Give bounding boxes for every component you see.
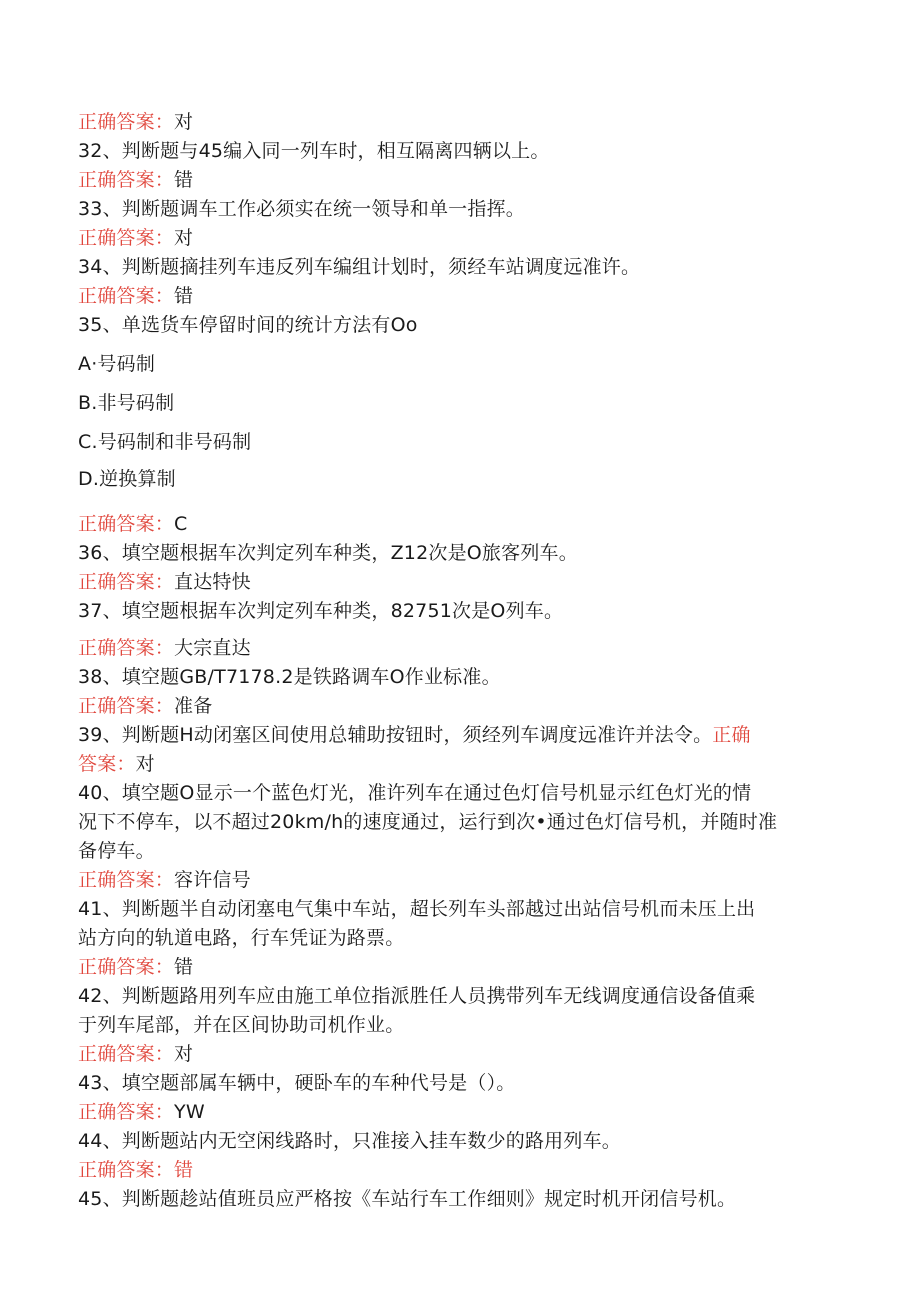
question-42-line1: 42、判断题路用列车应由施工单位指派胜任人员携带列车无线调度通信设备值乘 <box>78 985 756 1007</box>
answer-value: C <box>174 513 188 535</box>
question-34: 34、判断题摘挂列车违反列车编组计划时，须经车站调度远准许。 <box>78 256 641 278</box>
answer-36 <box>78 568 838 597</box>
answer-value: 大宗直达 <box>174 637 251 659</box>
answer-42 <box>78 1040 838 1069</box>
question-35: 35、单选货车停留时间的统计方法有Oo <box>78 314 418 336</box>
option-c: C.号码制和非号码制 <box>78 431 252 453</box>
answer-34 <box>78 282 838 311</box>
question-44: 44、判断题站内无空闲线路时，只准接入挂车数少的路用列车。 <box>78 1130 621 1152</box>
answer-39 <box>78 750 838 779</box>
question-39 <box>78 721 838 750</box>
answer-label: 正确答案： <box>78 869 175 891</box>
answer-label: 正确答案： <box>78 695 175 717</box>
answer-value: 对 <box>174 1043 194 1065</box>
question-40-line1: 40、填空题O显示一个蓝色灯光，准许列车在通过色灯信号机显示红色灯光的情 <box>78 782 752 804</box>
answer-37 <box>78 634 838 663</box>
question-33: 33、判断题调车工作必须实在统一领导和单一指挥。 <box>78 198 525 220</box>
question-45: 45、判断题趁站值班员应严格按《车站行车工作细则》规定时机开闭信号机。 <box>78 1188 737 1210</box>
answer-label: 正确答案： <box>78 1101 175 1123</box>
answer-label: 正确答案： <box>78 227 175 249</box>
question-40-line3: 备停车。 <box>78 840 155 862</box>
answer-value: 直达特快 <box>174 571 251 593</box>
question-40-line2: 况下不停车，以不超过20km/h的速度通过，运行到次•通过色灯信号机，并随时准 <box>78 811 778 833</box>
question-37: 37、填空题根据车次判定列车种类，82751次是O列车。 <box>78 600 564 622</box>
answer-value: 错 <box>174 1159 194 1181</box>
answer-value: 对 <box>135 753 155 775</box>
answer-value: 错 <box>174 285 194 307</box>
question-text: 39、判断题H动闭塞区间使用总辅助按钮时，须经列车调度远准许并法令。 <box>78 724 713 746</box>
answer-41 <box>78 953 838 982</box>
answer-40 <box>78 866 838 895</box>
answer-label-end: 答案： <box>78 753 136 775</box>
question-38: 38、填空题GB/T7178.2是铁路调车O作业标准。 <box>78 666 501 688</box>
answer-value: 错 <box>174 169 194 191</box>
answer-value: 容许信号 <box>174 869 251 891</box>
answer-value: 对 <box>174 111 194 133</box>
answer-35 <box>78 510 838 539</box>
answer-43 <box>78 1098 838 1127</box>
document-body <box>78 108 838 1214</box>
answer-value: YW <box>174 1101 205 1123</box>
answer-label: 正确答案： <box>78 111 175 133</box>
question-32: 32、判断题与45编入同一列车时，相互隔离四辆以上。 <box>78 140 550 162</box>
answer-44 <box>78 1156 838 1185</box>
option-d: D.逆换算制 <box>78 468 176 490</box>
option-a: A·号码制 <box>78 353 156 375</box>
answer-value: 错 <box>174 956 194 978</box>
answer-value: 准备 <box>174 695 213 717</box>
answer-label: 正确答案： <box>78 513 175 535</box>
option-b: B.非号码制 <box>78 392 175 414</box>
answer-32 <box>78 166 838 195</box>
answer-value: 对 <box>174 227 194 249</box>
question-43: 43、填空题部属车辆中，硬卧车的车种代号是（）。 <box>78 1072 516 1094</box>
answer-label: 正确答案： <box>78 571 175 593</box>
question-41-line2: 站方向的轨道电路，行车凭证为路票。 <box>78 927 405 949</box>
answer-33 <box>78 224 838 253</box>
question-41-line1: 41、判断题半自动闭塞电气集中车站，超长列车头部越过出站信号机而未压上出 <box>78 898 756 920</box>
answer-label: 正确答案： <box>78 1159 175 1181</box>
question-42-line2: 于列车尾部，并在区间协助司机作业。 <box>78 1014 405 1036</box>
answer-label: 正确答案： <box>78 637 175 659</box>
answer-label: 正确答案： <box>78 285 175 307</box>
answer-label: 正确答案： <box>78 956 175 978</box>
answer-31 <box>78 108 838 137</box>
answer-label-start: 正确 <box>712 724 751 746</box>
answer-label: 正确答案： <box>78 1043 175 1065</box>
answer-38 <box>78 692 838 721</box>
answer-label: 正确答案： <box>78 169 175 191</box>
question-36: 36、填空题根据车次判定列车种类，Z12次是O旅客列车。 <box>78 542 578 564</box>
